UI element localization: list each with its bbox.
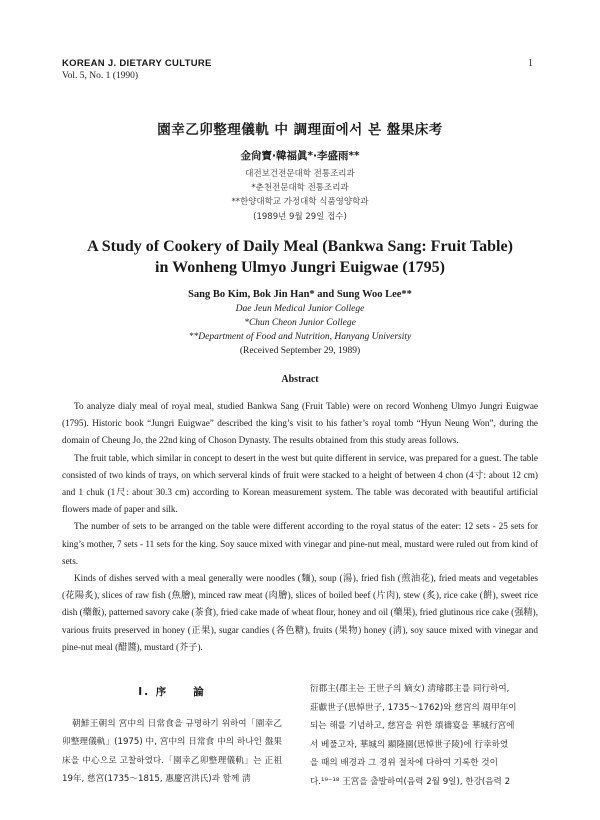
abstract-paragraph: The number of sets to be arranged on the table were different according to the royal status of the eater: 12 sets - 25 sets for king’s mother, 7 sets - 11 sets for the king. Soy sauce mixed with vinegar and pine-nut meal, mustard were ruled out from kind of sets. — [62, 521, 538, 566]
abstract-body — [62, 398, 538, 656]
body-line: 되는 해를 기념하고, 慈宮을 위한 頌禱宴을 華城行宮에 — [310, 721, 515, 732]
abstract-paragraph: To analyze dialy meal of royal meal, studied Bankwa Sang (Fruit Table) were on record Wonheng Ulmyo Jungri Euigwae (1795). Historic book “Jungri Euigwae” described the king’s visit to his father’s royal tomb “Hyun Neung Won”, during the domain of Cheung Jo, the 22nd king of Choson Dynasty. The results obtained from this study areas follows. — [62, 401, 538, 446]
english-affiliation: Dae Jeun Medical Junior College — [235, 304, 365, 314]
journal-header — [62, 58, 212, 82]
left-column — [62, 680, 282, 789]
korean-affiliation: **한양대학교 가정대학 식품영양학과 — [231, 197, 369, 207]
section-heading: I. 序 論 — [138, 686, 206, 698]
abstract-heading: Abstract — [281, 374, 319, 385]
body-paragraph: 朝鮮王朝의 宮中의 日常食을 규명하기 위하여「園幸乙卯整理儀軌」(1975) 中, 宮中의 日常食 中의 하나인 盤果床을 中心으로 고찰하였다.「園幸乙卯整理儀軌」는 正祖 19年, 慈宮(1735～1815, 惠慶宮洪氏)과 함께 淸 — [62, 719, 282, 785]
korean-title: 園幸乙卯整理儀軌 中 調理面에서 본 盤果床考 — [157, 122, 443, 138]
english-affiliation: *Chun Cheon Junior College — [244, 318, 356, 328]
english-title-line: A Study of Cookery of Daily Meal (Bankwa Sang: Fruit Table) — [87, 238, 513, 255]
korean-authors: 金尙寶·韓福眞*·李盛雨** — [240, 150, 360, 162]
english-received-date: (Received September 29, 1989) — [239, 346, 361, 356]
english-title — [40, 236, 560, 278]
journal-volume: Vol. 5, No. 1 (1990) — [62, 71, 139, 81]
english-authors: Sang Bo Kim, Bok Jin Han* and Sung Woo Lee** — [188, 289, 412, 300]
body-line: 衍郡主(郡主는 王世子의 嫡女) 淸璿郡主를 同行하여, — [310, 684, 510, 694]
body-line: 다.¹⁹⁻¹⁸ 王宮을 출발하여(음력 2월 9일), 한강(음력 2 — [310, 776, 511, 787]
korean-received-date: (1989년 9월 29일 접수) — [253, 212, 347, 222]
english-title-line: in Wonheng Ulmyo Jungri Euigwae (1795) — [155, 259, 445, 276]
body-line: 을 때의 배경과 그 경위 절차에 다하여 기록한 것이 — [310, 758, 498, 769]
right-column — [310, 680, 538, 792]
abstract-paragraph: Kinds of dishes served with a meal generally were noodles (麵), soup (湯), fried fish (煎油花), fried meats and vegetables (花陽炙), slices of raw fish (魚膾), minced raw meat (肉膾), slices of boiled beef (片肉), stew (炙), rice cake (餠), sweet rice dish (藥飯), patterned savory cake (茶食), fried cake made of wheat flour, honey and oil (藥果), fried glutinous rice cake (强精), various fruits preserved in honey (正果), sugar candies (各色糖), fruits (果物) honey (淸), soy sauce mixed with vinegar and pine-nut meal (醋醬), mustard (芥子). — [62, 573, 538, 652]
abstract-paragraph: The fruit table, which similar in concept to desert in the west but quite different in service, was prepared for a guest. The table consisted of two kinds of trays, on which serveral kinds of fruit were stacked to a height of between 4 chon (4寸: about 12 cm) and 1 chuk (1尺: about 30.3 cm) according to Korean measurement system. The table was decorated with beautiful artificial flowers made of paper and silk. — [62, 452, 538, 515]
body-line: 莊獻世子(思悼世子, 1735～1762)와 慈宮의 周甲年이 — [310, 702, 517, 713]
korean-affiliation: *춘천전문대학 전통조리과 — [251, 183, 349, 193]
page-number: 1 — [528, 58, 533, 69]
english-affiliation: **Department of Food and Nutrition, Hanyang University — [188, 332, 412, 342]
korean-affiliation: 대전보건전문대학 전통조리과 — [245, 169, 355, 179]
body-line: 서 베풀고자, 華城의 顯隆園(思悼世子陵)에 行幸하였 — [310, 739, 509, 750]
journal-name: KOREAN J. DIETARY CULTURE — [62, 58, 212, 69]
